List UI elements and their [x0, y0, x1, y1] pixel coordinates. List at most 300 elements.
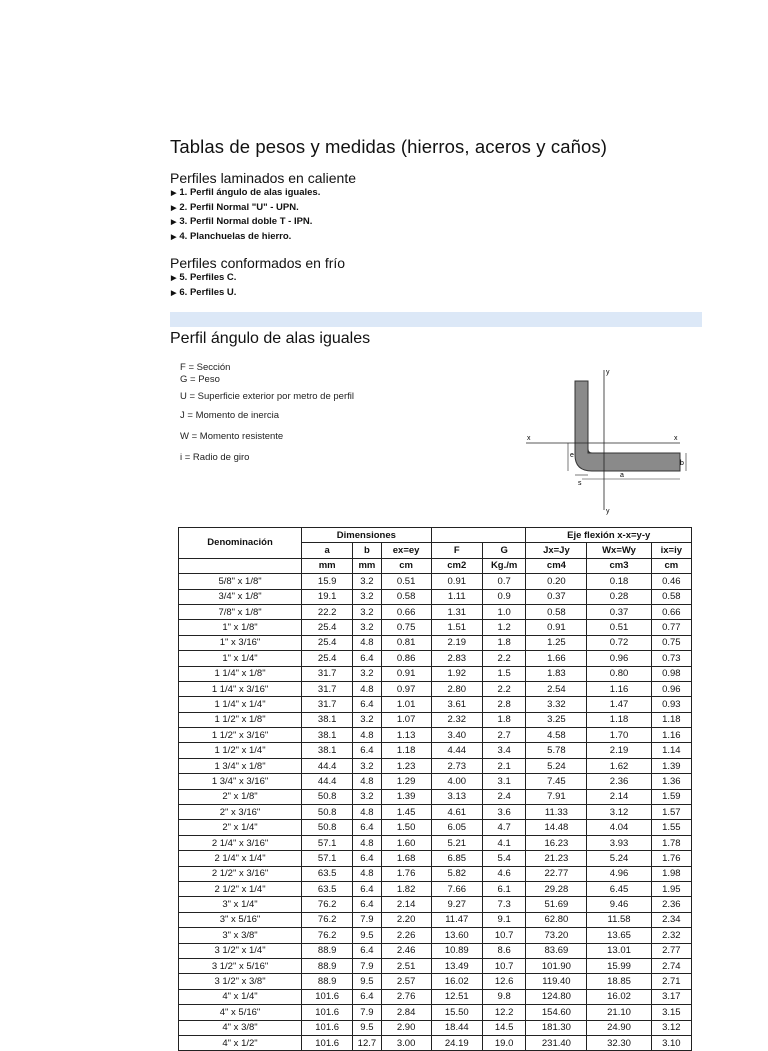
table-cell: 1.13 [381, 728, 431, 743]
table-cell: 101.6 [302, 1020, 353, 1035]
table-cell: 3.2 [353, 604, 381, 619]
row-denominacion: 1 1/4" x 3/16" [179, 681, 302, 696]
table-cell: 2.14 [587, 789, 651, 804]
table-cell: 6.45 [587, 881, 651, 896]
row-denominacion: 7/8" x 1/8" [179, 604, 302, 619]
table-cell: 1.16 [651, 728, 691, 743]
table-cell: 1.8 [482, 635, 526, 650]
angle-profile-edge [588, 381, 592, 453]
table-cell: 1.50 [381, 820, 431, 835]
conformados-heading: Perfiles conformados en frío [170, 255, 346, 271]
table-cell: 31.7 [302, 666, 353, 681]
row-denominacion: 5/8" x 1/8" [179, 574, 302, 589]
table-row [179, 1005, 692, 1020]
table-cell: 0.28 [587, 589, 651, 604]
table-cell: 6.4 [353, 697, 381, 712]
table-cell: 44.4 [302, 774, 353, 789]
table-cell: 6.4 [353, 820, 381, 835]
s-label: s [578, 480, 582, 487]
row-denominacion: 2" x 3/16" [179, 805, 302, 820]
table-cell: 0.77 [651, 620, 691, 635]
table-cell: 10.7 [482, 958, 526, 973]
table-row [179, 974, 692, 989]
table-cell: 101.90 [526, 958, 587, 973]
table-cell: 4.8 [353, 835, 381, 850]
row-denominacion: 1" x 3/16" [179, 635, 302, 650]
table-row [179, 897, 692, 912]
table-cell: 2.76 [381, 989, 431, 1004]
table-cell: 231.40 [526, 1035, 587, 1050]
y-axis-label-top: y [606, 369, 610, 376]
table-cell: 21.10 [587, 1005, 651, 1020]
table-cell: 3.12 [651, 1020, 691, 1035]
table-cell: 2.73 [431, 758, 482, 773]
table-cell: 0.97 [381, 681, 431, 696]
bullet-arrow-icon: ▶ [171, 204, 177, 212]
section-title: Perfil ángulo de alas iguales [170, 330, 371, 347]
table-row [179, 635, 692, 650]
row-denominacion: 1 1/2" x 1/4" [179, 743, 302, 758]
table-cell: 3.2 [353, 666, 381, 681]
table-row [179, 958, 692, 973]
table-cell: 31.7 [302, 697, 353, 712]
table-cell: 2.19 [587, 743, 651, 758]
table-cell: 3.6 [482, 805, 526, 820]
table-cell: 1.78 [651, 835, 691, 850]
table-cell: 3.40 [431, 728, 482, 743]
table-cell: 25.4 [302, 651, 353, 666]
row-denominacion: 3 1/2" x 3/8" [179, 974, 302, 989]
bullet-arrow-icon: ▶ [171, 233, 177, 241]
table-cell: 0.37 [526, 589, 587, 604]
table-cell: 6.4 [353, 651, 381, 666]
unit-cell: Kg./m [482, 558, 526, 573]
table-cell: 4.1 [482, 835, 526, 850]
table-cell: 2.32 [651, 928, 691, 943]
table-row [179, 604, 692, 619]
table-row [179, 774, 692, 789]
units-empty [179, 558, 302, 573]
table-cell: 2.51 [381, 958, 431, 973]
table-cell: 18.44 [431, 1020, 482, 1035]
table-row [179, 912, 692, 927]
table-cell: 1.36 [651, 774, 691, 789]
table-cell: 44.4 [302, 758, 353, 773]
table-cell: 2.90 [381, 1020, 431, 1035]
table-cell: 0.91 [526, 620, 587, 635]
bullet-arrow-icon: ▶ [171, 190, 177, 197]
table-cell: 15.9 [302, 574, 353, 589]
table-cell: 0.96 [651, 681, 691, 696]
legend-item: G = Peso [180, 374, 220, 385]
table-cell: 22.77 [526, 866, 587, 881]
table-cell: 2.36 [587, 774, 651, 789]
table-cell: 7.9 [353, 1005, 381, 1020]
table-cell: 14.5 [482, 1020, 526, 1035]
table-cell: 6.05 [431, 820, 482, 835]
table-cell: 13.49 [431, 958, 482, 973]
table-cell: 1.16 [587, 681, 651, 696]
table-cell: 29.28 [526, 881, 587, 896]
table-cell: 4.8 [353, 728, 381, 743]
table-row [179, 928, 692, 943]
link-label: 6. Perfiles U. [179, 286, 237, 298]
x-axis-label-right: x [674, 435, 678, 442]
table-cell: 1.95 [651, 881, 691, 896]
table-cell: 73.20 [526, 928, 587, 943]
header-col: b [353, 543, 381, 558]
table-cell: 0.98 [651, 666, 691, 681]
table-cell: 11.58 [587, 912, 651, 927]
table-cell: 0.66 [381, 604, 431, 619]
table-row [179, 666, 692, 681]
header-dimensiones: Dimensiones [302, 528, 432, 543]
table-cell: 3.2 [353, 574, 381, 589]
table-cell: 1.18 [587, 712, 651, 727]
link-perfiles-u[interactable] [171, 286, 236, 301]
page-title: Tablas de pesos y medidas (hierros, aceros y caños) [170, 136, 607, 157]
link-label: 2. Perfil Normal "U" - UPN. [179, 201, 299, 213]
link-label: 5. Perfiles C. [179, 272, 237, 283]
row-denominacion: 2 1/4" x 3/16" [179, 835, 302, 850]
table-cell: 76.2 [302, 928, 353, 943]
table-cell: 3.13 [431, 789, 482, 804]
table-cell: 13.01 [587, 943, 651, 958]
table-cell: 2.54 [526, 681, 587, 696]
table-cell: 13.60 [431, 928, 482, 943]
table-cell: 0.7 [482, 574, 526, 589]
table-cell: 3.25 [526, 712, 587, 727]
table-cell: 16.02 [587, 989, 651, 1004]
table-cell: 119.40 [526, 974, 587, 989]
table-cell: 24.90 [587, 1020, 651, 1035]
bullet-arrow-icon: ▶ [171, 219, 177, 227]
bullet-arrow-icon: ▶ [171, 289, 177, 297]
table-cell: 10.7 [482, 928, 526, 943]
table-cell: 1.01 [381, 697, 431, 712]
row-denominacion: 3" x 3/8" [179, 928, 302, 943]
table-cell: 5.78 [526, 743, 587, 758]
a-label: a [620, 472, 624, 479]
table-cell: 4.96 [587, 866, 651, 881]
table-cell: 0.80 [587, 666, 651, 681]
table-cell: 3.10 [651, 1035, 691, 1050]
table-cell: 2.84 [381, 1005, 431, 1020]
table-cell: 4.8 [353, 866, 381, 881]
legend-item: J = Momento de inercia [180, 410, 280, 421]
table-cell: 0.58 [381, 589, 431, 604]
link-perfiles-c[interactable] [171, 271, 236, 286]
row-denominacion: 2" x 1/8" [179, 789, 302, 804]
table-cell: 0.81 [381, 635, 431, 650]
table-cell: 19.0 [482, 1035, 526, 1050]
table-cell: 1.98 [651, 866, 691, 881]
table-cell: 0.75 [381, 620, 431, 635]
table-row [179, 651, 692, 666]
table-cell: 50.8 [302, 789, 353, 804]
table-cell: 3.2 [353, 589, 381, 604]
row-denominacion: 4" x 3/8" [179, 1020, 302, 1035]
table-cell: 15.50 [431, 1005, 482, 1020]
table-cell: 16.23 [526, 835, 587, 850]
table-cell: 9.5 [353, 974, 381, 989]
table-cell: 1.76 [381, 866, 431, 881]
table-cell: 2.19 [431, 635, 482, 650]
table-cell: 9.8 [482, 989, 526, 1004]
table-cell: 1.70 [587, 728, 651, 743]
table-cell: 101.6 [302, 989, 353, 1004]
link-label: 1. Perfil ángulo de alas iguales. [179, 187, 321, 198]
legend-item: F = Sección [180, 362, 231, 373]
row-denominacion: 1 1/2" x 1/8" [179, 712, 302, 727]
table-cell: 0.51 [587, 620, 651, 635]
laminados-link-list [171, 186, 320, 244]
row-denominacion: 2 1/4" x 1/4" [179, 851, 302, 866]
table-cell: 3.15 [651, 1005, 691, 1020]
table-cell: 2.1 [482, 758, 526, 773]
table-cell: 32.30 [587, 1035, 651, 1050]
table-row [179, 728, 692, 743]
table-cell: 4.04 [587, 820, 651, 835]
table-cell: 2.32 [431, 712, 482, 727]
row-denominacion: 1 1/4" x 1/4" [179, 697, 302, 712]
legend-item: W = Momento resistente [180, 431, 284, 442]
table-cell: 4.8 [353, 805, 381, 820]
table-row [179, 866, 692, 881]
table-row [179, 574, 692, 589]
table-cell: 88.9 [302, 943, 353, 958]
table-cell: 3.2 [353, 712, 381, 727]
table-cell: 1.47 [587, 697, 651, 712]
table-cell: 2.77 [651, 943, 691, 958]
table-cell: 13.65 [587, 928, 651, 943]
table-cell: 4.00 [431, 774, 482, 789]
table-cell: 0.96 [587, 651, 651, 666]
table-cell: 4.8 [353, 635, 381, 650]
table-cell: 24.19 [431, 1035, 482, 1050]
unit-cell: mm [302, 558, 353, 573]
row-denominacion: 4" x 1/4" [179, 989, 302, 1004]
table-cell: 2.36 [651, 897, 691, 912]
table-cell: 0.93 [651, 697, 691, 712]
header-col: G [482, 543, 526, 558]
table-cell: 7.9 [353, 958, 381, 973]
table-cell: 1.51 [431, 620, 482, 635]
table-cell: 6.85 [431, 851, 482, 866]
table-cell: 0.73 [651, 651, 691, 666]
table-cell: 3.32 [526, 697, 587, 712]
table-cell: 2.57 [381, 974, 431, 989]
table-cell: 2.7 [482, 728, 526, 743]
table-cell: 2.83 [431, 651, 482, 666]
link-label: 4. Planchuelas de hierro. [179, 230, 292, 242]
table-cell: 7.9 [353, 912, 381, 927]
table-cell: 1.60 [381, 835, 431, 850]
link-planchuelas[interactable] [171, 230, 320, 245]
unit-cell: cm [381, 558, 431, 573]
table-row [179, 1020, 692, 1035]
table-cell: 3.00 [381, 1035, 431, 1050]
row-denominacion: 3 1/2" x 5/16" [179, 958, 302, 973]
row-denominacion: 1 1/4" x 1/8" [179, 666, 302, 681]
table-row [179, 789, 692, 804]
table-cell: 0.58 [651, 589, 691, 604]
table-cell: 1.39 [651, 758, 691, 773]
table-cell: 181.30 [526, 1020, 587, 1035]
table-cell: 0.86 [381, 651, 431, 666]
table-body [179, 574, 692, 1051]
table-cell: 12.6 [482, 974, 526, 989]
table-cell: 0.75 [651, 635, 691, 650]
row-denominacion: 1" x 1/4" [179, 651, 302, 666]
row-denominacion: 1" x 1/8" [179, 620, 302, 635]
table-cell: 76.2 [302, 912, 353, 927]
properties-table [178, 527, 692, 1051]
table-cell: 38.1 [302, 728, 353, 743]
table-row [179, 681, 692, 696]
table-row [179, 805, 692, 820]
table-cell: 21.23 [526, 851, 587, 866]
unit-cell: cm [651, 558, 691, 573]
table-cell: 5.21 [431, 835, 482, 850]
row-denominacion: 3" x 5/16" [179, 912, 302, 927]
link-perfil-ipn[interactable] [171, 215, 320, 230]
table-cell: 1.18 [651, 712, 691, 727]
unit-cell: cm2 [431, 558, 482, 573]
row-denominacion: 4" x 1/2" [179, 1035, 302, 1050]
table-cell: 12.2 [482, 1005, 526, 1020]
link-perfil-upn[interactable] [171, 201, 320, 216]
table-cell: 4.7 [482, 820, 526, 835]
table-row [179, 712, 692, 727]
table-cell: 3.1 [482, 774, 526, 789]
table-cell: 1.62 [587, 758, 651, 773]
table-cell: 11.33 [526, 805, 587, 820]
row-denominacion: 1 3/4" x 3/16" [179, 774, 302, 789]
table-cell: 9.5 [353, 1020, 381, 1035]
table-cell: 9.46 [587, 897, 651, 912]
table-cell: 3.2 [353, 620, 381, 635]
table-cell: 22.2 [302, 604, 353, 619]
table-cell: 4.8 [353, 774, 381, 789]
table-cell: 6.1 [482, 881, 526, 896]
table-cell: 4.61 [431, 805, 482, 820]
table-cell: 6.4 [353, 743, 381, 758]
table-cell: 3.2 [353, 758, 381, 773]
table-cell: 0.37 [587, 604, 651, 619]
angle-profile-diagram [520, 365, 690, 515]
table-row [179, 743, 692, 758]
table-cell: 5.24 [587, 851, 651, 866]
table-row [179, 851, 692, 866]
table-cell: 1.31 [431, 604, 482, 619]
table-cell: 2.46 [381, 943, 431, 958]
table-row [179, 758, 692, 773]
table-row [179, 1035, 692, 1050]
unit-cell: cm3 [587, 558, 651, 573]
table-cell: 2.34 [651, 912, 691, 927]
table-row [179, 620, 692, 635]
table-cell: 9.27 [431, 897, 482, 912]
table-cell: 5.82 [431, 866, 482, 881]
table-cell: 63.5 [302, 866, 353, 881]
table-cell: 3.2 [353, 789, 381, 804]
table-cell: 1.39 [381, 789, 431, 804]
table-cell: 38.1 [302, 743, 353, 758]
unit-cell: cm4 [526, 558, 587, 573]
table-cell: 38.1 [302, 712, 353, 727]
table-cell: 2.71 [651, 974, 691, 989]
table-cell: 0.9 [482, 589, 526, 604]
section-divider-bar [170, 312, 702, 327]
table-cell: 4.58 [526, 728, 587, 743]
row-denominacion: 1 1/2" x 3/16" [179, 728, 302, 743]
table-cell: 6.4 [353, 851, 381, 866]
table-cell: 6.4 [353, 989, 381, 1004]
header-col: F [431, 543, 482, 558]
table-cell: 0.51 [381, 574, 431, 589]
table-cell: 7.3 [482, 897, 526, 912]
table-cell: 0.18 [587, 574, 651, 589]
header-col: a [302, 543, 353, 558]
table-cell: 2.20 [381, 912, 431, 927]
table-cell: 1.25 [526, 635, 587, 650]
table-cell: 83.69 [526, 943, 587, 958]
table-row [179, 697, 692, 712]
table-cell: 1.11 [431, 589, 482, 604]
table-cell: 1.92 [431, 666, 482, 681]
table-cell: 11.47 [431, 912, 482, 927]
row-denominacion: 4" x 5/16" [179, 1005, 302, 1020]
table-cell: 31.7 [302, 681, 353, 696]
table-cell: 57.1 [302, 835, 353, 850]
table-row [179, 881, 692, 896]
table-cell: 2.4 [482, 789, 526, 804]
table-cell: 0.46 [651, 574, 691, 589]
table-cell: 101.6 [302, 1005, 353, 1020]
laminados-heading: Perfiles laminados en caliente [170, 170, 356, 186]
b-label: b [680, 460, 684, 467]
table-cell: 6.4 [353, 881, 381, 896]
table-cell: 19.1 [302, 589, 353, 604]
table-cell: 5.24 [526, 758, 587, 773]
table-cell: 2.14 [381, 897, 431, 912]
table-cell: 1.0 [482, 604, 526, 619]
table-cell: 0.66 [651, 604, 691, 619]
table-cell: 0.20 [526, 574, 587, 589]
table-cell: 6.4 [353, 897, 381, 912]
header-empty [431, 528, 526, 543]
legend-item: i = Radio de giro [180, 452, 250, 463]
table-cell: 0.72 [587, 635, 651, 650]
table-cell: 1.57 [651, 805, 691, 820]
table-cell: 9.1 [482, 912, 526, 927]
table-cell: 1.83 [526, 666, 587, 681]
table-cell: 2.80 [431, 681, 482, 696]
conformados-link-list [171, 271, 236, 300]
link-perfil-angulo[interactable] [171, 186, 320, 201]
header-col: Wx=Wy [587, 543, 651, 558]
table-cell: 88.9 [302, 958, 353, 973]
table-cell: 63.5 [302, 881, 353, 896]
table-cell: 25.4 [302, 635, 353, 650]
table-cell: 1.23 [381, 758, 431, 773]
table-cell: 2.74 [651, 958, 691, 973]
table-cell: 1.68 [381, 851, 431, 866]
table-cell: 62.80 [526, 912, 587, 927]
table-row [179, 835, 692, 850]
table-cell: 1.29 [381, 774, 431, 789]
